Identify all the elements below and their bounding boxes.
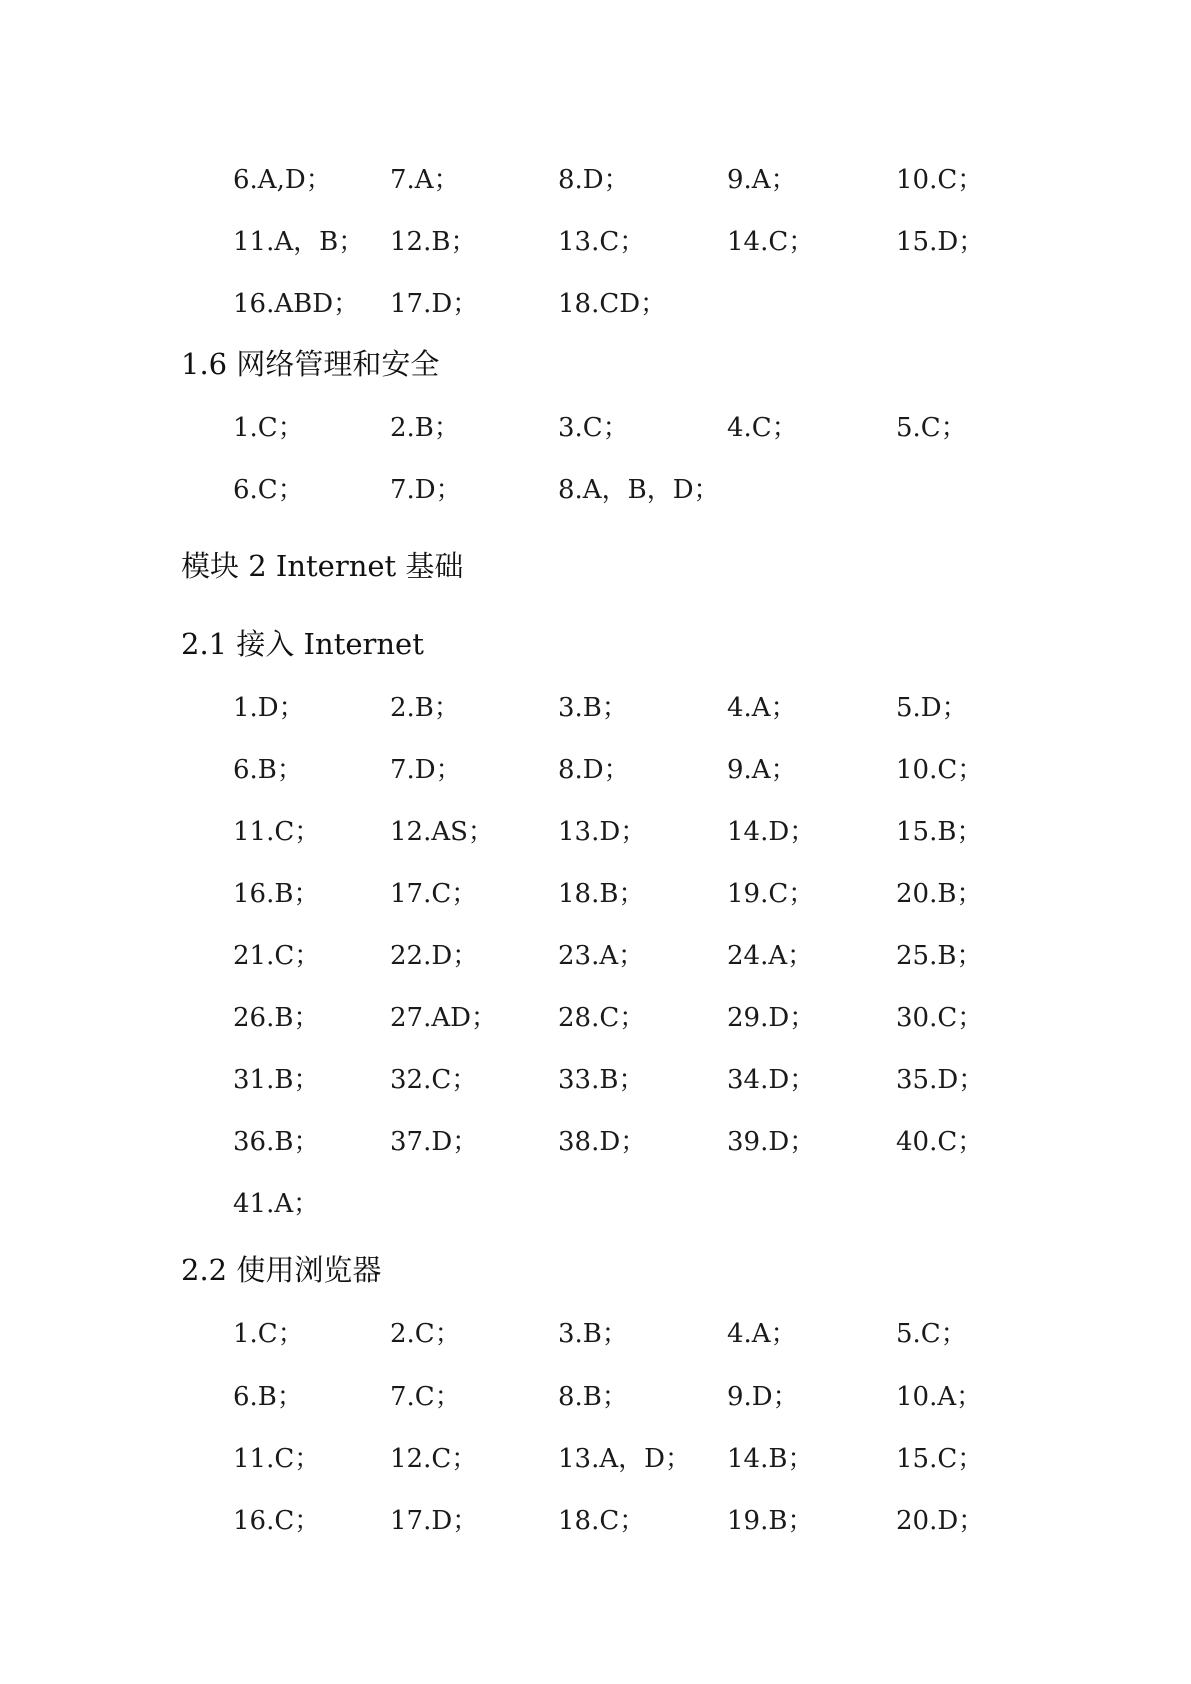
answer-item: 9.D； (727, 1382, 799, 1412)
answer-item: 5.C； (896, 1319, 967, 1349)
answer-item: 5.C； (896, 413, 967, 443)
answer-row (0, 284, 1191, 324)
answer-item: 16.ABD； (233, 289, 360, 319)
answer-item: 7.A； (390, 165, 460, 195)
answer-row (0, 688, 1191, 728)
answer-item: 2.B； (390, 413, 460, 443)
answer-item: 15.B； (896, 817, 983, 847)
answer-item: 6.A,D； (233, 165, 332, 195)
answer-item: 37.D； (390, 1127, 479, 1157)
answer-item: 18.B； (558, 879, 645, 909)
answer-item: 28.C； (558, 1003, 646, 1033)
answer-item: 11.C； (233, 817, 321, 847)
answer-item: 11.C； (233, 1444, 321, 1474)
answer-row (0, 408, 1191, 448)
answer-row (0, 998, 1191, 1038)
answer-item: 12.C； (390, 1444, 478, 1474)
answer-row (0, 936, 1191, 976)
answer-item: 5.D； (896, 693, 968, 723)
answer-row (0, 1060, 1191, 1100)
answer-item: 9.A； (727, 755, 797, 785)
answer-item: 31.B； (233, 1065, 320, 1095)
answer-row (0, 1501, 1191, 1541)
answer-item: 19.B； (727, 1506, 814, 1536)
answer-item: 1.D； (233, 693, 305, 723)
answer-item: 2.B； (390, 693, 460, 723)
answer-item: 7.D； (390, 475, 462, 505)
answer-item: 26.B； (233, 1003, 320, 1033)
answer-row (0, 750, 1191, 790)
answer-row (0, 222, 1191, 262)
answer-item: 6.B； (233, 1382, 303, 1412)
answer-item: 8.A，B，D； (558, 475, 720, 505)
answer-item: 17.D； (390, 1506, 479, 1536)
answer-item: 10.A； (896, 1382, 983, 1412)
answer-item: 7.C； (390, 1382, 461, 1412)
answer-item: 13.C； (558, 227, 646, 257)
section-heading: 2.2 使用浏览器 (181, 1253, 382, 1287)
answer-item: 8.B； (558, 1382, 628, 1412)
answer-item: 18.CD； (558, 289, 667, 319)
answer-row (0, 1314, 1191, 1354)
section-heading: 2.1 接入 Internet (181, 627, 424, 661)
answer-item: 3.B； (558, 1319, 628, 1349)
answer-item: 24.A； (727, 941, 814, 971)
answer-item: 1.C； (233, 413, 304, 443)
answer-item: 2.C； (390, 1319, 461, 1349)
answer-item: 34.D； (727, 1065, 816, 1095)
answer-item: 22.D； (390, 941, 479, 971)
section-heading: 1.6 网络管理和安全 (181, 347, 440, 381)
answer-item: 16.B； (233, 879, 320, 909)
answer-row (0, 1377, 1191, 1417)
answer-item: 4.C； (727, 413, 798, 443)
answer-item: 7.D； (390, 755, 462, 785)
answer-item: 13.A，D； (558, 1444, 691, 1474)
answer-item: 10.C； (896, 165, 984, 195)
answer-item: 10.C； (896, 755, 984, 785)
answer-item: 27.AD； (390, 1003, 497, 1033)
section-heading: 模块 2 Internet 基础 (181, 549, 464, 583)
answer-item: 14.C； (727, 227, 815, 257)
answer-item: 39.D； (727, 1127, 816, 1157)
answer-item: 40.C； (896, 1127, 984, 1157)
answer-item: 20.D； (896, 1506, 985, 1536)
answer-row (0, 160, 1191, 200)
answer-item: 13.D； (558, 817, 647, 847)
answer-item: 36.B； (233, 1127, 320, 1157)
answer-item: 35.D； (896, 1065, 985, 1095)
answer-item: 3.C； (558, 413, 629, 443)
answer-item: 8.D； (558, 755, 630, 785)
answer-item: 4.A； (727, 693, 797, 723)
answer-item: 12.B； (390, 227, 477, 257)
answer-item: 23.A； (558, 941, 645, 971)
answer-item: 15.C； (896, 1444, 984, 1474)
answer-row (0, 874, 1191, 914)
answer-item: 12.AS； (390, 817, 494, 847)
answer-item: 8.D； (558, 165, 630, 195)
answer-item: 1.C； (233, 1319, 304, 1349)
answer-row (0, 1439, 1191, 1479)
answer-item: 15.D； (896, 227, 985, 257)
answer-item: 6.B； (233, 755, 303, 785)
answer-item: 30.C； (896, 1003, 984, 1033)
answer-item: 21.C； (233, 941, 321, 971)
answer-item: 32.C； (390, 1065, 478, 1095)
answer-item: 3.B； (558, 693, 628, 723)
answer-row (0, 470, 1191, 510)
answer-item: 33.B； (558, 1065, 645, 1095)
answer-item: 25.B； (896, 941, 983, 971)
answer-item: 29.D； (727, 1003, 816, 1033)
answer-row (0, 1184, 1191, 1224)
answer-item: 17.D； (390, 289, 479, 319)
answer-item: 14.D； (727, 817, 816, 847)
answer-item: 41.A； (233, 1189, 320, 1219)
answer-item: 16.C； (233, 1506, 321, 1536)
answer-row (0, 1122, 1191, 1162)
answer-item: 19.C； (727, 879, 815, 909)
answer-item: 11.A，B； (233, 227, 365, 257)
answer-item: 38.D； (558, 1127, 647, 1157)
answer-item: 17.C； (390, 879, 478, 909)
answer-item: 4.A； (727, 1319, 797, 1349)
answer-row (0, 812, 1191, 852)
answer-item: 18.C； (558, 1506, 646, 1536)
answer-item: 14.B； (727, 1444, 814, 1474)
answer-item: 6.C； (233, 475, 304, 505)
answer-item: 9.A； (727, 165, 797, 195)
answer-item: 20.B； (896, 879, 983, 909)
